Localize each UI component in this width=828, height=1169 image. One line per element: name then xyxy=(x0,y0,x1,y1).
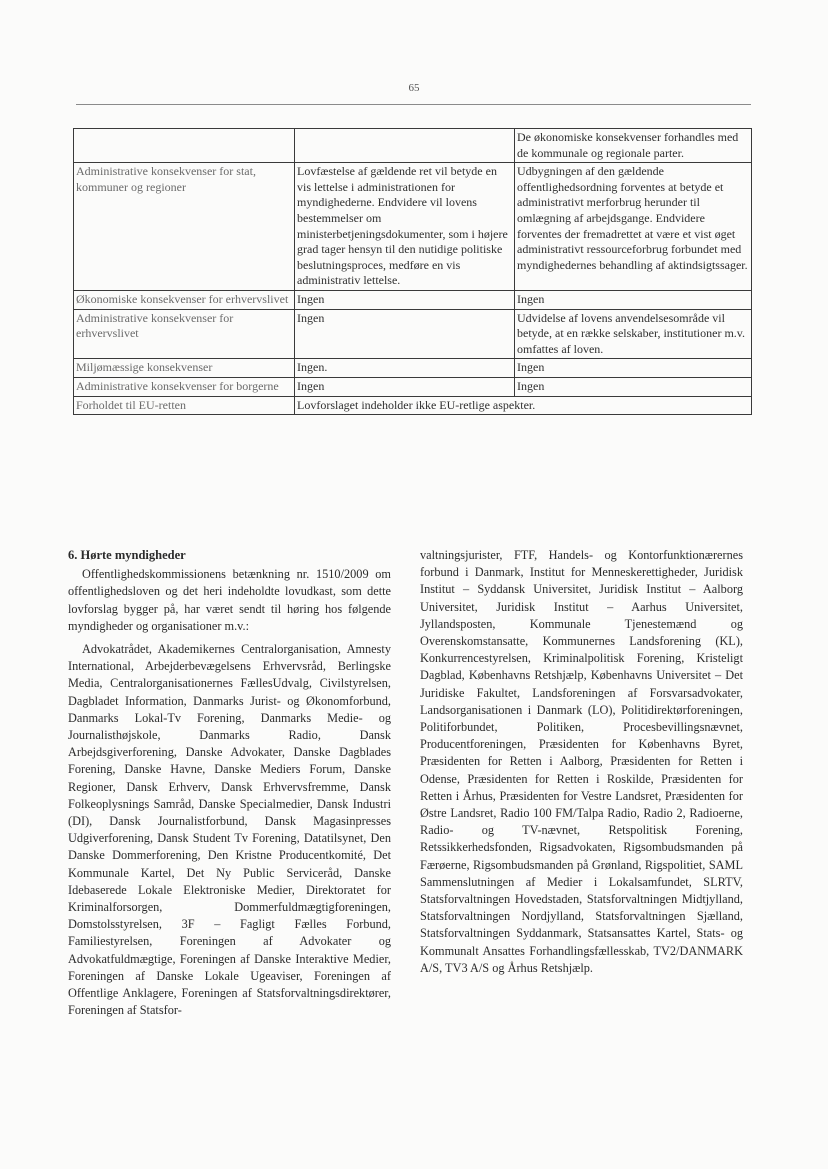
table-cell-col2 xyxy=(295,129,515,163)
table-cell-col3: Udbygningen af den gældende offentlighedsordning forventes at betyde et administrativt merforbrug herunder til omlægning af arbejdsgange. Endvidere forventes der fremadrettet at være et vist øget administrativt ressourceforbrug forbundet med myndighedernes behandling af aktindsigtssager. xyxy=(515,163,752,291)
table-cell-category: Økonomiske konsekvenser for erhvervslivet xyxy=(74,290,295,309)
table-cell-category: Miljømæssige konsekvenser xyxy=(74,359,295,378)
consequences-table xyxy=(73,128,752,415)
consulted-list-left: Advokatrådet, Akademikernes Centralorganisation, Amnesty International, Arbejderbevægelsens Erhvervsråd, Berlingske Media, Centralorganisationernes FællesUdvalg, Civilstyrelsen, Dagbladet Information, Danmarks Jurist- og Økonomforbund, Danmarks Lokal-Tv Forening, Danmarks Medie- og Journalisthøjskole, Danmarks Radio, Dansk Arbejdsgiverforening, Danske Advokater, Danske Dagblades Forening, Danske Havne, Danske Mediers Forum, Danske Regioner, Dansk Erhverv, Dansk Erhvervsfremme, Dansk Folkeoplysnings Samråd, Danske Specialmedier, Dansk Industri (DI), Dansk Journalistforbund, Dansk Magasinpresses Udgiverforening, Dansk Student Tv Forening, Datatilsynet, Den Danske Dommerforening, Den Kristne Producentkomité, Det Kommunale Kartel, Det Ny Public Serviceråd, Danske Idebaserede Lokale Elektroniske Medier, Direktoratet for Kriminalforsorgen, Dommerfuldmægtigforeningen, Domstolsstyrelsen, 3F – Fagligt Fælles Forbund, Familiestyrelsen, Foreningen af Advokater og Advokatfuldmægtige, Foreningen af Danske Interaktive Medier, Foreningen af Danske Lokale Ugeaviser, Foreningen af Offentlige Anklagere, Foreningen af Statsforvaltningsdirektører, Foreningen af Statsfor- xyxy=(68,642,391,1018)
table-cell-eu-text: Lovforslaget indeholder ikke EU-retlige aspekter. xyxy=(295,396,752,415)
table-row xyxy=(74,377,752,396)
table-cell-category: Forholdet til EU-retten xyxy=(74,396,295,415)
table-row xyxy=(74,359,752,378)
table-cell-col3: Ingen xyxy=(515,290,752,309)
consulted-authorities-right-column xyxy=(420,547,743,983)
table-cell-category: Administrative konsekvenser for erhvervslivet xyxy=(74,309,295,359)
table-cell-category xyxy=(74,129,295,163)
table-cell-category: Administrative konsekvenser for stat, kommuner og regioner xyxy=(74,163,295,291)
table-cell-col3: Ingen xyxy=(515,377,752,396)
consulted-list-right: valtningsjurister, FTF, Handels- og Kontorfunktionærernes forbund i Danmark, Institut for Menneskerettigheder, Juridisk Institut – Syddansk Universitet, Juridisk Institut – Aalborg Universitet, Juridisk Institut – Aarhus Universitet, Jyllandsposten, Kommunale Tjenestemænd og Overenskomstansatte, Kommunernes Landsforening (KL), Konkurrencestyrelsen, Kriminalpolitisk Forening, Kristeligt Dagblad, Københavns Retshjælp, Københavns Universitet – Det Juridiske Fakultet, Landsforeningen af Forsvarsadvokater, Landsorganisationen i Danmark (LO), Politidirektørforeningen, Politiforbundet, Politiken, Procesbevillingsnævnet, Producentforeningen, Præsidenten for Københavns Byret, Præsidenten for Retten i Aalborg, Præsidenten for Retten i Odense, Præsidenten for Retten i Roskilde, Præsidenten for Retten i Århus, Præsidenten for Vestre Landsret, Præsidenten for Østre Landsret, Radio 100 FM/Talpa Radio, Radio 2, Radioerne, Radio- og TV-nævnet, Retspolitisk Forening, Retssikkerhedsfonden, Rigsadvokaten, Rigsombudsmanden på Færøerne, Rigsombudsmanden på Grønland, Rigspolitiet, SAML Sammenslutningen af Medier i Lokalsamfundet, SLRTV, Statsforvaltningen Hovedstaden, Statsforvaltningen Midtjylland, Statsforvaltningen Nordjylland, Statsforvaltningen Sjælland, Statsforvaltningen Syddanmark, Statsansattes Kartel, Stats- og Kommunalt Ansattes Forhandlingsfællesskab, TV2/DANMARK A/S, TV3 A/S og Århus Retshjælp. xyxy=(420,548,743,975)
table-cell-col2: Lovfæstelse af gældende ret vil betyde en vis lettelse i administrationen for myndighederne. Endvidere vil lovens bestemmelser om ministerbetjeningsdokumenter, som i højere grad tager hensyn til den nutidige politiske beslutningsproces, medføre en vis administrativ lettelse. xyxy=(295,163,515,291)
header-rule xyxy=(76,104,751,105)
table-cell-col2: Ingen. xyxy=(295,359,515,378)
table-row xyxy=(74,129,752,163)
table-cell-category: Administrative konsekvenser for borgerne xyxy=(74,377,295,396)
table-cell-col2: Ingen xyxy=(295,290,515,309)
table-cell-col3: Udvidelse af lovens anvendelsesområde vil betyde, at en række selskaber, institutioner m.v. omfattes af loven. xyxy=(515,309,752,359)
table-cell-col2: Ingen xyxy=(295,377,515,396)
table-cell-col3: De økonomiske konsekvenser forhandles med de kommunale og regionale parter. xyxy=(515,129,752,163)
table-row xyxy=(74,290,752,309)
table-cell-col2: Ingen xyxy=(295,309,515,359)
table-row-eu xyxy=(74,396,752,415)
table-row xyxy=(74,309,752,359)
section-heading: 6. Hørte myndigheder xyxy=(68,548,186,562)
table-row xyxy=(74,163,752,291)
consulted-authorities-left-column xyxy=(68,547,391,1025)
table-cell-col3: Ingen xyxy=(515,359,752,378)
page-number: 65 xyxy=(408,82,420,94)
section-intro: Offentlighedskommissionens betænkning nr. 1510/2009 om offentlighedsloven og det heri indeholdte lovudkast, som dette lovforslag bygger på, har været sendt til høring hos følgende myndigheder og organisationer m.v.: xyxy=(68,567,391,633)
